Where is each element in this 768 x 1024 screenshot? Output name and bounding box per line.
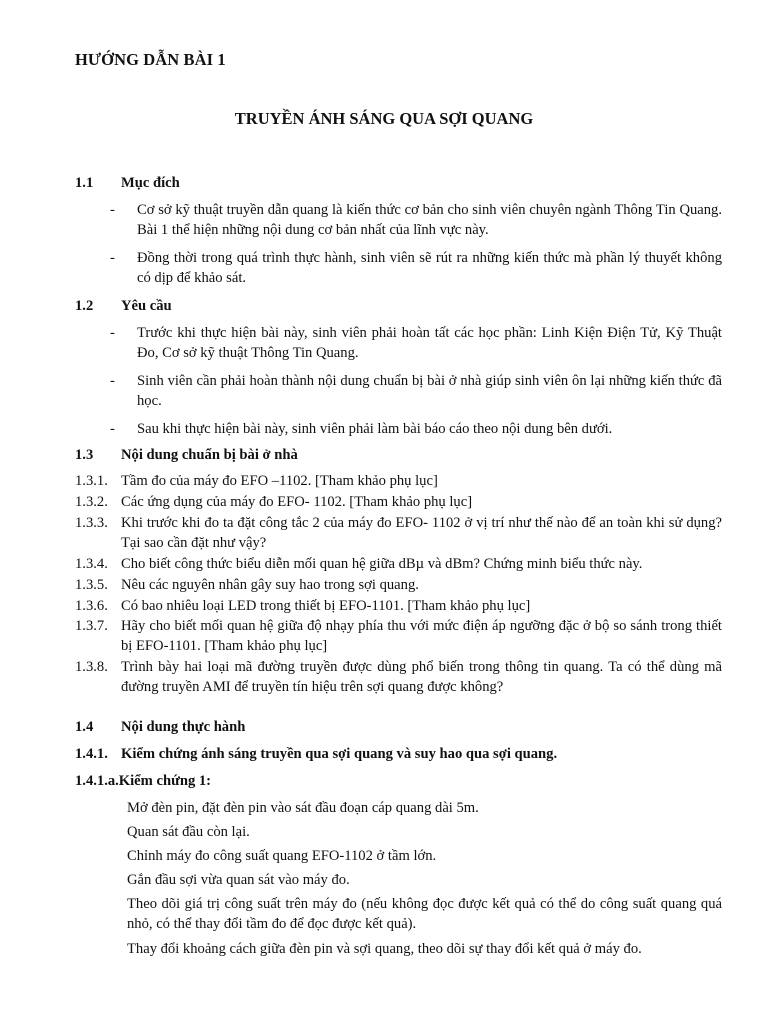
section-title: Nội dung thực hành	[121, 719, 246, 735]
question-number: 1.3.1.	[75, 473, 108, 489]
question-item	[75, 596, 722, 616]
question-text: Các ứng dụng của máy đo EFO- 1102. [Tham khảo phụ lục]	[121, 494, 473, 510]
subsection-1-4-1-heading	[75, 744, 557, 764]
bullet-text: Sinh viên cần phải hoàn thành nội dung chuẩn bị bài ở nhà giúp sinh viên ôn lại những kiến thức đã học.	[137, 373, 722, 409]
question-text: Tầm đo của máy đo EFO –1102. [Tham khảo phụ lục]	[121, 473, 438, 489]
bullet-text: Đồng thời trong quá trình thực hành, sinh viên sẽ rút ra những kiến thức mà phần lý thuyết không có dịp để khảo sát.	[137, 250, 722, 286]
section-number: 1.4	[75, 719, 94, 735]
procedure-step: Quan sát đầu còn lại.	[127, 824, 250, 840]
section-1-1-heading	[75, 173, 180, 193]
bullet-dash: -	[110, 325, 115, 341]
bullet-text: Cơ sở kỹ thuật truyền dẫn quang là kiến thức cơ bản cho sinh viên chuyên ngành Thông Tin Quang. Bài 1 thể hiện những nội dung cơ bản nhất của lĩnh vực này.	[137, 202, 722, 238]
question-text: Cho biết công thức biểu diễn mối quan hệ giữa dBµ và dBm? Chứng minh biểu thức này.	[121, 556, 643, 572]
subsection-title: Kiểm chứng 1:	[118, 773, 212, 789]
question-item	[75, 492, 722, 512]
section-title: Nội dung chuẩn bị bài ở nhà	[121, 447, 298, 463]
bullet-item	[110, 248, 722, 288]
question-number: 1.3.4.	[75, 556, 108, 572]
bullet-item	[110, 200, 722, 240]
section-number: 1.3	[75, 447, 94, 463]
question-number: 1.3.6.	[75, 598, 108, 614]
question-text: Nêu các nguyên nhân gây suy hao trong sợi quang.	[121, 577, 419, 593]
question-number: 1.3.5.	[75, 577, 108, 593]
section-1-2-heading	[75, 296, 172, 316]
question-item	[75, 513, 722, 553]
section-number: 1.2	[75, 298, 94, 314]
question-item	[75, 554, 722, 574]
question-item	[75, 575, 722, 595]
bullet-dash: -	[110, 250, 115, 266]
question-text: Trình bày hai loại mã đường truyền được dùng phổ biến trong thông tin quang. Ta có thể dùng mã đường truyền AMI để truyền tín hiệu trên sợi quang được không?	[121, 659, 722, 695]
subsection-number: 1.4.1.a.	[75, 773, 119, 789]
subsection-title: Kiểm chứng ánh sáng truyền qua sợi quang và suy hao qua sợi quang.	[121, 746, 558, 762]
procedure-step: Theo dõi giá trị công suất trên máy đo (nếu không đọc được kết quả có thể do công suất quang quá nhỏ, có thể thay đổi tầm đo để đọc được kết quả).	[127, 896, 722, 932]
question-text: Có bao nhiêu loại LED trong thiết bị EFO-1101. [Tham khảo phụ lục]	[121, 598, 531, 614]
bullet-dash: -	[110, 421, 115, 437]
section-title: Yêu cầu	[121, 298, 172, 314]
bullet-dash: -	[110, 373, 115, 389]
bullet-text: Sau khi thực hiện bài này, sinh viên phải làm bài báo cáo theo nội dung bên dưới.	[137, 421, 613, 437]
section-1-4-heading	[75, 717, 245, 737]
subsection-1-4-1-a-heading	[75, 771, 211, 791]
question-number: 1.3.7.	[75, 618, 108, 634]
question-text: Hãy cho biết mối quan hệ giữa độ nhạy phía thu với mức điện áp ngưỡng đặc ở bộ so sánh trong thiết bị EFO-1101. [Tham khảo phụ lục]	[121, 618, 722, 654]
question-item	[75, 616, 722, 656]
document-heading: HƯỚNG DẪN BÀI 1	[75, 50, 226, 69]
section-title: Mục đích	[121, 175, 180, 191]
bullet-item	[110, 371, 722, 411]
question-number: 1.3.3.	[75, 515, 108, 531]
bullet-item	[110, 323, 722, 363]
procedure-step: Chỉnh máy đo công suất quang EFO-1102 ở tầm lớn.	[127, 848, 437, 864]
question-item	[75, 657, 722, 697]
question-number: 1.3.2.	[75, 494, 108, 510]
question-number: 1.3.8.	[75, 659, 108, 675]
procedure-step: Mở đèn pin, đặt đèn pin vào sát đầu đoạn cáp quang dài 5m.	[127, 800, 479, 816]
procedure-step: Thay đổi khoảng cách giữa đèn pin và sợi quang, theo dõi sự thay đổi kết quả ở máy đo.	[127, 941, 642, 957]
lesson-title: TRUYỀN ÁNH SÁNG QUA SỢI QUANG	[234, 109, 534, 128]
question-item	[75, 471, 722, 491]
question-text: Khi trước khi đo ta đặt công tắc 2 của máy đo EFO- 1102 ở vị trí như thế nào để an toàn khi sử dụng? Tại sao cần đặt như vậy?	[121, 515, 722, 551]
subsection-number: 1.4.1.	[75, 746, 108, 762]
section-1-3-heading	[75, 445, 298, 465]
bullet-dash: -	[110, 202, 115, 218]
bullet-item	[110, 419, 722, 439]
bullet-text: Trước khi thực hiện bài này, sinh viên phải hoàn tất các học phần: Linh Kiện Điện Tử, Kỹ Thuật Đo, Cơ sở kỹ thuật Thông Tin Quang.	[137, 325, 722, 361]
procedure-step: Gắn đầu sợi vừa quan sát vào máy đo.	[127, 872, 350, 888]
section-number: 1.1	[75, 175, 94, 191]
